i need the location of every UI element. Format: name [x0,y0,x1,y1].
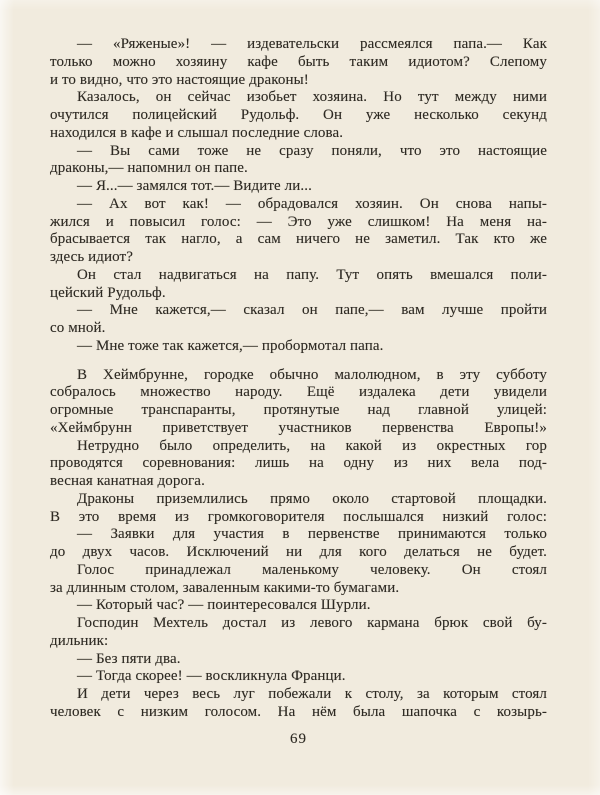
text-line: цейский Рудольф. [50,284,166,301]
text-line: за длинным столом, заваленным какими-то бумагами. [50,579,400,596]
text-line: со мной. [50,320,106,336]
page-number: 69 [290,731,307,747]
text-line: — Мне тоже так кажется,— пробормотал папа. [77,337,384,354]
text-line: жился и повысил голос: — Это уже слишком! На меня на- [50,213,547,230]
text-line: — Без пяти два. [77,650,181,667]
text-line: дильник: [50,632,109,649]
text-line: здесь идиот? [50,249,133,265]
text-line: В Хеймбрунне, городке обычно малолюдном, в эту субботу [77,366,547,383]
text-line: Казалось, он сейчас изобьет хозяина. Но тут между ними [77,89,547,106]
text-line: человек с низким голосом. На нём была шапочка с козырь- [50,703,547,720]
text-line: — Который час? — поинтересовался Шурли. [77,597,371,614]
text-line: — Вы сами тоже не сразу поняли, что это настоящие [77,142,547,159]
text-line: Он стал надвигаться на папу. Тут опять вмешался поли- [77,266,547,283]
text-line: — Заявки для участия в первенстве принимаются только [77,526,547,543]
text-line: только можно хозяину кафе быть таким идиотом? Слепому [50,53,547,70]
text-line: Драконы приземлились прямо около стартовой площадки. [77,490,547,507]
text-line: собралось множество народу. Ещё издалека дети увидели [50,384,547,401]
text-line: Голос принадлежал маленькому человеку. Он стоял [77,561,547,578]
text-line: «Хеймбрунн приветствует участников первенства Европы!» [50,419,547,436]
text-line: — Я...— замялся тот.— Видите ли... [77,178,312,194]
text-line: — «Ряженые»! — издевательски рассмеялся папа.— Как [77,36,547,52]
text-line: весная канатная дорога. [50,473,205,489]
text-line: очутился полицейский Рудольф. Он уже несколько секунд [50,107,547,123]
text-line: — Мне кажется,— сказал он папе,— вам лучше пройти [77,302,547,319]
text-line: брасывается так нагло, а сам ничего не заметил. Так кто же [50,231,547,248]
text-line: находился в кафе и слышал последние слова. [50,124,344,141]
text-line: — Тогда скорее! — воскликнула Франци. [77,668,346,685]
text-line: до двух часов. Исключений ни для кого делаться не будет. [50,544,547,560]
text-line: Нетрудно было определить, на какой из окрестных гор [77,437,547,454]
page-text [50,36,547,722]
text-line: проводятся соревнования: лишь на одну из них вела под- [50,455,547,472]
text-line: — Ах вот как! — обрадовался хозяин. Он снова напы- [77,195,547,212]
text-line: огромные транспаранты, протянутые над главной улицей: [50,402,547,418]
text-line: и то видно, что это настоящие драконы! [50,71,309,88]
text-line: драконы,— напомнил он папе. [50,160,248,177]
text-line: Господин Мехтель достал из левого кармана брюк свой бу- [77,615,547,631]
text-line: И дети через весь луг побежали к столу, за которым стоял [77,686,547,702]
text-line: В это время из громкоговорителя послышался низкий голос: [50,508,547,525]
